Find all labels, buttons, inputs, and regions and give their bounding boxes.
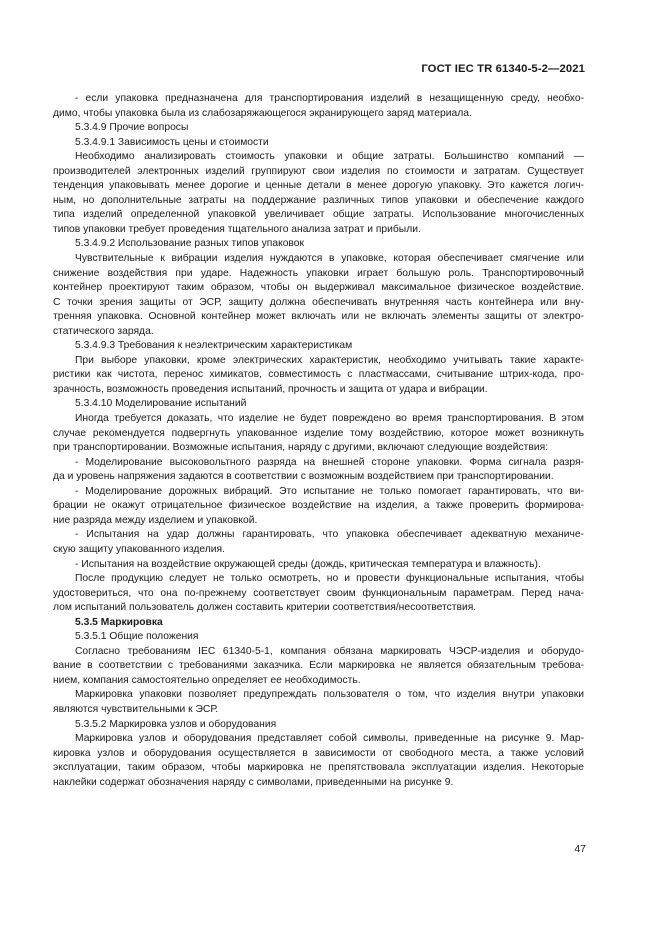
text-line-2: димо, чтобы упаковка была из слабозаряжающегося экранирующего заряд материала.	[53, 107, 472, 119]
text-line-33: - Испытания на воздействие окружающей среды (дождь, критическая температура и влажность).	[75, 558, 541, 570]
text-line-27: да и уровень напряжения задаются в соответствии с возможным воздействием при транспортировании.	[53, 471, 554, 483]
text-line-22: 5.3.4.10 Моделирование испытаний	[75, 398, 247, 410]
text-line-29: брации не окажут отрицательное физическое воздействие на изделия, а также проверить формирова-	[53, 500, 584, 512]
text-line-36: лом испытаний пользователь должен составить критерии соответствия/несоответствия.	[53, 602, 477, 614]
text-line-24: случае рекомендуется подвергнуть упакованное изделие тому воздействию, которое может возникнуть	[53, 427, 584, 439]
text-line-47: эксплуатации, таким образом, чтобы маркировка не препятствовала эксплуатации изделия. Некоторые	[53, 762, 584, 774]
text-line-16: тренняя упаковка. Основной контейнер может включать или не включать элементы защиты от электро-	[53, 311, 584, 323]
text-line-15: С точки зрения защиты от ЭСР, защиту должна обеспечивать внутренняя часть контейнера или вну-	[53, 296, 584, 308]
text-line-23: Иногда требуется доказать, что изделие не будет повреждено во время транспортирования. В этом	[75, 413, 584, 425]
text-line-26: - Моделирование высоковольтного разряда на внешней стороне упаковки. Форма сигнала разря-	[75, 456, 584, 468]
text-line-40: вание в соответствии с требованиями заказчика. Если маркировка не является обязательным требова-	[53, 660, 584, 672]
text-line-41: нием, компания самостоятельно определяет ее необходимость.	[53, 674, 361, 686]
text-line-45: Маркировка узлов и оборудования представляет собой символы, приведенные на рисунке 9. Мар-	[75, 733, 584, 745]
text-line-43: являются чувствительными к ЭСР.	[53, 703, 219, 715]
text-line-48: наклейки содержат обозначения наряду с символами, приведенными на рисунке 9.	[53, 776, 454, 788]
text-line-28: - Моделирование дорожных вибраций. Это испытание не только помогает гарантировать, что ви-	[75, 485, 584, 497]
text-line-8: ным, но дополнительные затраты на поддержание различных типов упаковки и обеспечение каждого	[53, 194, 584, 206]
text-line-30: ние разряда между изделием и упаковкой.	[53, 514, 258, 526]
text-line-6: производителей электронных изделий группируют свои изделия по стоимости и затратам. Существует	[53, 165, 584, 177]
text-line-38: 5.3.5.1 Общие положения	[75, 631, 199, 643]
text-line-20: ристики как чистота, перенос химикатов, совместимость с пластмассами, считывание штрих-кода, про-	[53, 369, 584, 381]
text-line-37: 5.3.5 Маркировка	[75, 616, 163, 628]
text-line-46: кировка узлов и оборудования осуществляется в зависимости от свободного места, а также условий	[53, 747, 584, 759]
text-line-1: - если упаковка предназначена для транспортирования изделий в незащищенную среду, необхо-	[75, 93, 584, 104]
text-line-21: зрачность, возможность проведения испытаний, прочность и защита от удара и вибрации.	[53, 383, 488, 395]
text-line-39: Согласно требованиям IEC 61340-5-1, компания обязана маркировать ЧЭСР-изделия и оборудо-	[75, 645, 584, 657]
document-body	[53, 92, 584, 790]
text-line-17: статического заряда.	[53, 325, 154, 337]
page-number: 47	[574, 843, 586, 855]
text-line-32: скую защиту упакованного изделия.	[53, 543, 225, 555]
text-line-4: 5.3.4.9.1 Зависимость цены и стоимости	[75, 136, 269, 148]
text-line-44: 5.3.5.2 Маркировка узлов и оборудования	[75, 718, 277, 730]
text-line-42: Маркировка упаковки позволяет предупреждать пользователя о том, что изделия внутри упаковки	[75, 689, 584, 701]
text-line-5: Необходимо анализировать стоимость упаковки и общие затраты. Большинство компаний —	[75, 151, 584, 163]
text-line-31: - Испытания на удар должны гарантировать, что упаковка обеспечивает адекватную механиче-	[75, 529, 584, 541]
text-line-34: После продукцию следует не только осмотреть, но и провести функциональные испытания, чтобы	[75, 573, 584, 585]
text-line-25: при транспортировании. Возможные испытания, наряду с другими, включают следующие воздействия:	[53, 442, 549, 454]
document-code-header: ГОСТ IEC TR 61340-5-2—2021	[421, 63, 585, 75]
text-line-3: 5.3.4.9 Прочие вопросы	[75, 122, 189, 134]
text-line-12: Чувствительные к вибрации изделия нуждаются в упаковке, которая обеспечивает смягчение или	[75, 253, 584, 265]
text-line-10: типов упаковки требует проведения тщательного анализа затрат и прибыли.	[53, 223, 421, 235]
text-line-18: 5.3.4.9.3 Требования к неэлектрическим характеристикам	[75, 340, 353, 352]
text-line-11: 5.3.4.9.2 Использование разных типов упаковок	[75, 238, 305, 250]
text-line-14: контейнер проектируют таким образом, чтобы он выдерживал максимальное физическое воздействие.	[53, 282, 584, 294]
text-line-9: типа изделий определенной упаковкой увеличивает общие затраты. Использование многочисленных	[53, 209, 584, 221]
text-line-35: удостовериться, что она по-прежнему соответствует своим функциональным параметрам. Перед нача-	[53, 587, 584, 599]
text-line-19: При выборе упаковки, кроме электрических характеристик, необходимо учитывать такие характе-	[75, 354, 584, 366]
text-line-13: снижение воздействия при ударе. Надежность упаковки играет большую роль. Транспортировочный	[53, 267, 584, 279]
text-line-7: тенденция упаковывать менее дорогие и ценные детали в менее дорогую упаковку. Это кажется логич-	[53, 180, 584, 192]
